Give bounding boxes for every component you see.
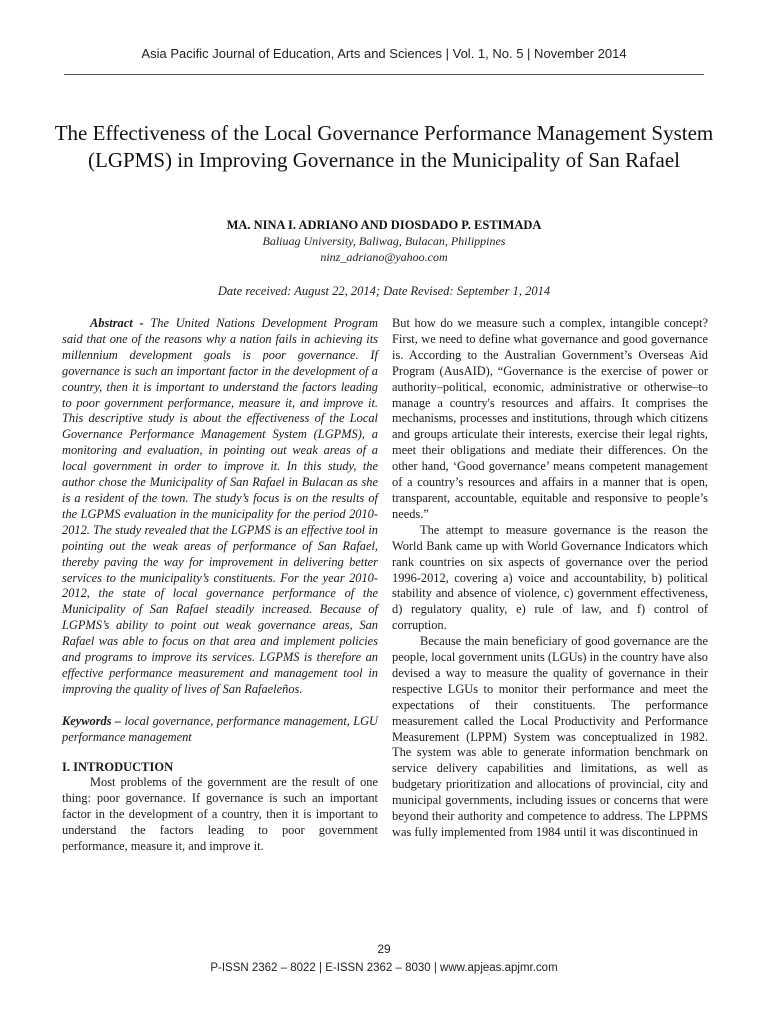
right-column bbox=[392, 316, 708, 841]
abstract-label: Abstract - bbox=[90, 316, 144, 330]
body-paragraph-1: But how do we measure such a complex, intangible concept? First, we need to define what governance and good governance is. According to the Australian Government’s Overseas Aid Program (AusAID), “Governance is the exercise of power or authority–political, economic, administrative or otherwise–to manage a country's resources and affairs. It comprises the mechanisms, processes and institutions, through which citizens and groups articulate their interests, exercise their legal rights, meet their obligations and mediate their differences. On the other hand, ‘Good governance’ means competent management of a country’s resources and affairs in a manner that is open, transparent, accountable, equitable and responsive to people’s needs.” bbox=[392, 316, 708, 521]
keywords-text: local governance, performance management, LGU performance management bbox=[62, 713, 378, 744]
issn-footer: P-ISSN 2362 – 8022 | E-ISSN 2362 – 8030 | www.apjeas.apjmr.com bbox=[210, 962, 558, 974]
keywords-label: Keywords – bbox=[62, 713, 122, 728]
article-dates: Date received: August 22, 2014; Date Revised: September 1, 2014 bbox=[217, 284, 551, 298]
article-authors: MA. NINA I. ADRIANO AND DIOSDADO P. ESTIMADA bbox=[226, 218, 542, 232]
keywords-paragraph bbox=[62, 714, 378, 746]
body-paragraph-3: Because the main beneficiary of good governance are the people, local government units (LGUs) in the country have also devised a way to measure the quality of governance in their respective LGUs to monitor their performance and meet the expectations of their constituents. The performance measurement called the Local Productivity and Performance Measurement (LPPM) System was conceptualized in 1982. The system was able to generate information benchmark on service delivery capabilities and limitations, as well as budgetary prioritization and allocations of provincial, city and municipal governments, including issues or concerns that were beyond their authority and competence to address. The LPPMS was fully implemented from 1984 until it was discontinued in bbox=[392, 634, 708, 839]
author-affiliation: Baliuag University, Baliwag, Bulacan, Philippines bbox=[262, 234, 506, 248]
header-rule bbox=[64, 74, 704, 75]
author-email[interactable]: ninz_adriano@yahoo.com bbox=[320, 250, 448, 264]
page-number: 29 bbox=[377, 942, 391, 956]
article-title: The Effectiveness of the Local Governance Performance Management System (LGPMS) in Improving Governance in the Municipality of San Rafael bbox=[54, 121, 714, 172]
body-paragraph-2: The attempt to measure governance is the reason the World Bank came up with World Governance Indicators which rank countries on six aspects of governance over the period 1996-2012, covering a) voice and accountability, b) political stability and absence of violence, c) government effectiveness, d) regulatory quality, e) rule of law, and f) control of corruption. bbox=[392, 522, 708, 633]
intro-paragraph: Most problems of the government are the result of one thing: poor governance. If governance is such an important factor in the development of a country, then it is important to understand the factors leading to poor government performance, measure it, and improve it. bbox=[62, 775, 378, 854]
journal-running-head: Asia Pacific Journal of Education, Arts and Sciences | Vol. 1, No. 5 | November 2014 bbox=[141, 46, 627, 61]
abstract-text: The United Nations Development Program said that one of the reasons why a nation fails in achieving its millennium development goals is poor governance. If governance is such an important factor in the development of a country, then it is important to understand the factors leading to poor government performance, measure it, and improve it. This descriptive study is about the effectiveness of the Local Governance Performance Management System (LGPMS), a monitoring and evaluation, in pointing out weak areas of a local government in order to improve it. In this study, the author chose the Municipality of San Rafael in Bulacan as she is a resident of the town. The study’s focus is on the results of the LGPMS evaluation in the municipality for the period 2010-2012. The study revealed that the LGPMS is an effective tool in pointing out the weak areas of performance of San Rafael, thereby paving the way for improvement in delivering better services to the municipality’s constituents. For the year 2010-2012, the state of local governance performance of the Municipality of San Rafael steadily increased. Because of LGPMS’s ability to point out weak governance areas, San Rafael was able to focus on that area and implement policies and programs to improve its services. LGPMS is therefore an effective performance measurement and management tool in improving the quality of lives of San Rafaeleños. bbox=[62, 316, 378, 696]
section-heading-introduction: I. INTRODUCTION bbox=[62, 759, 174, 774]
abstract-paragraph bbox=[62, 316, 378, 698]
left-column bbox=[62, 316, 378, 855]
